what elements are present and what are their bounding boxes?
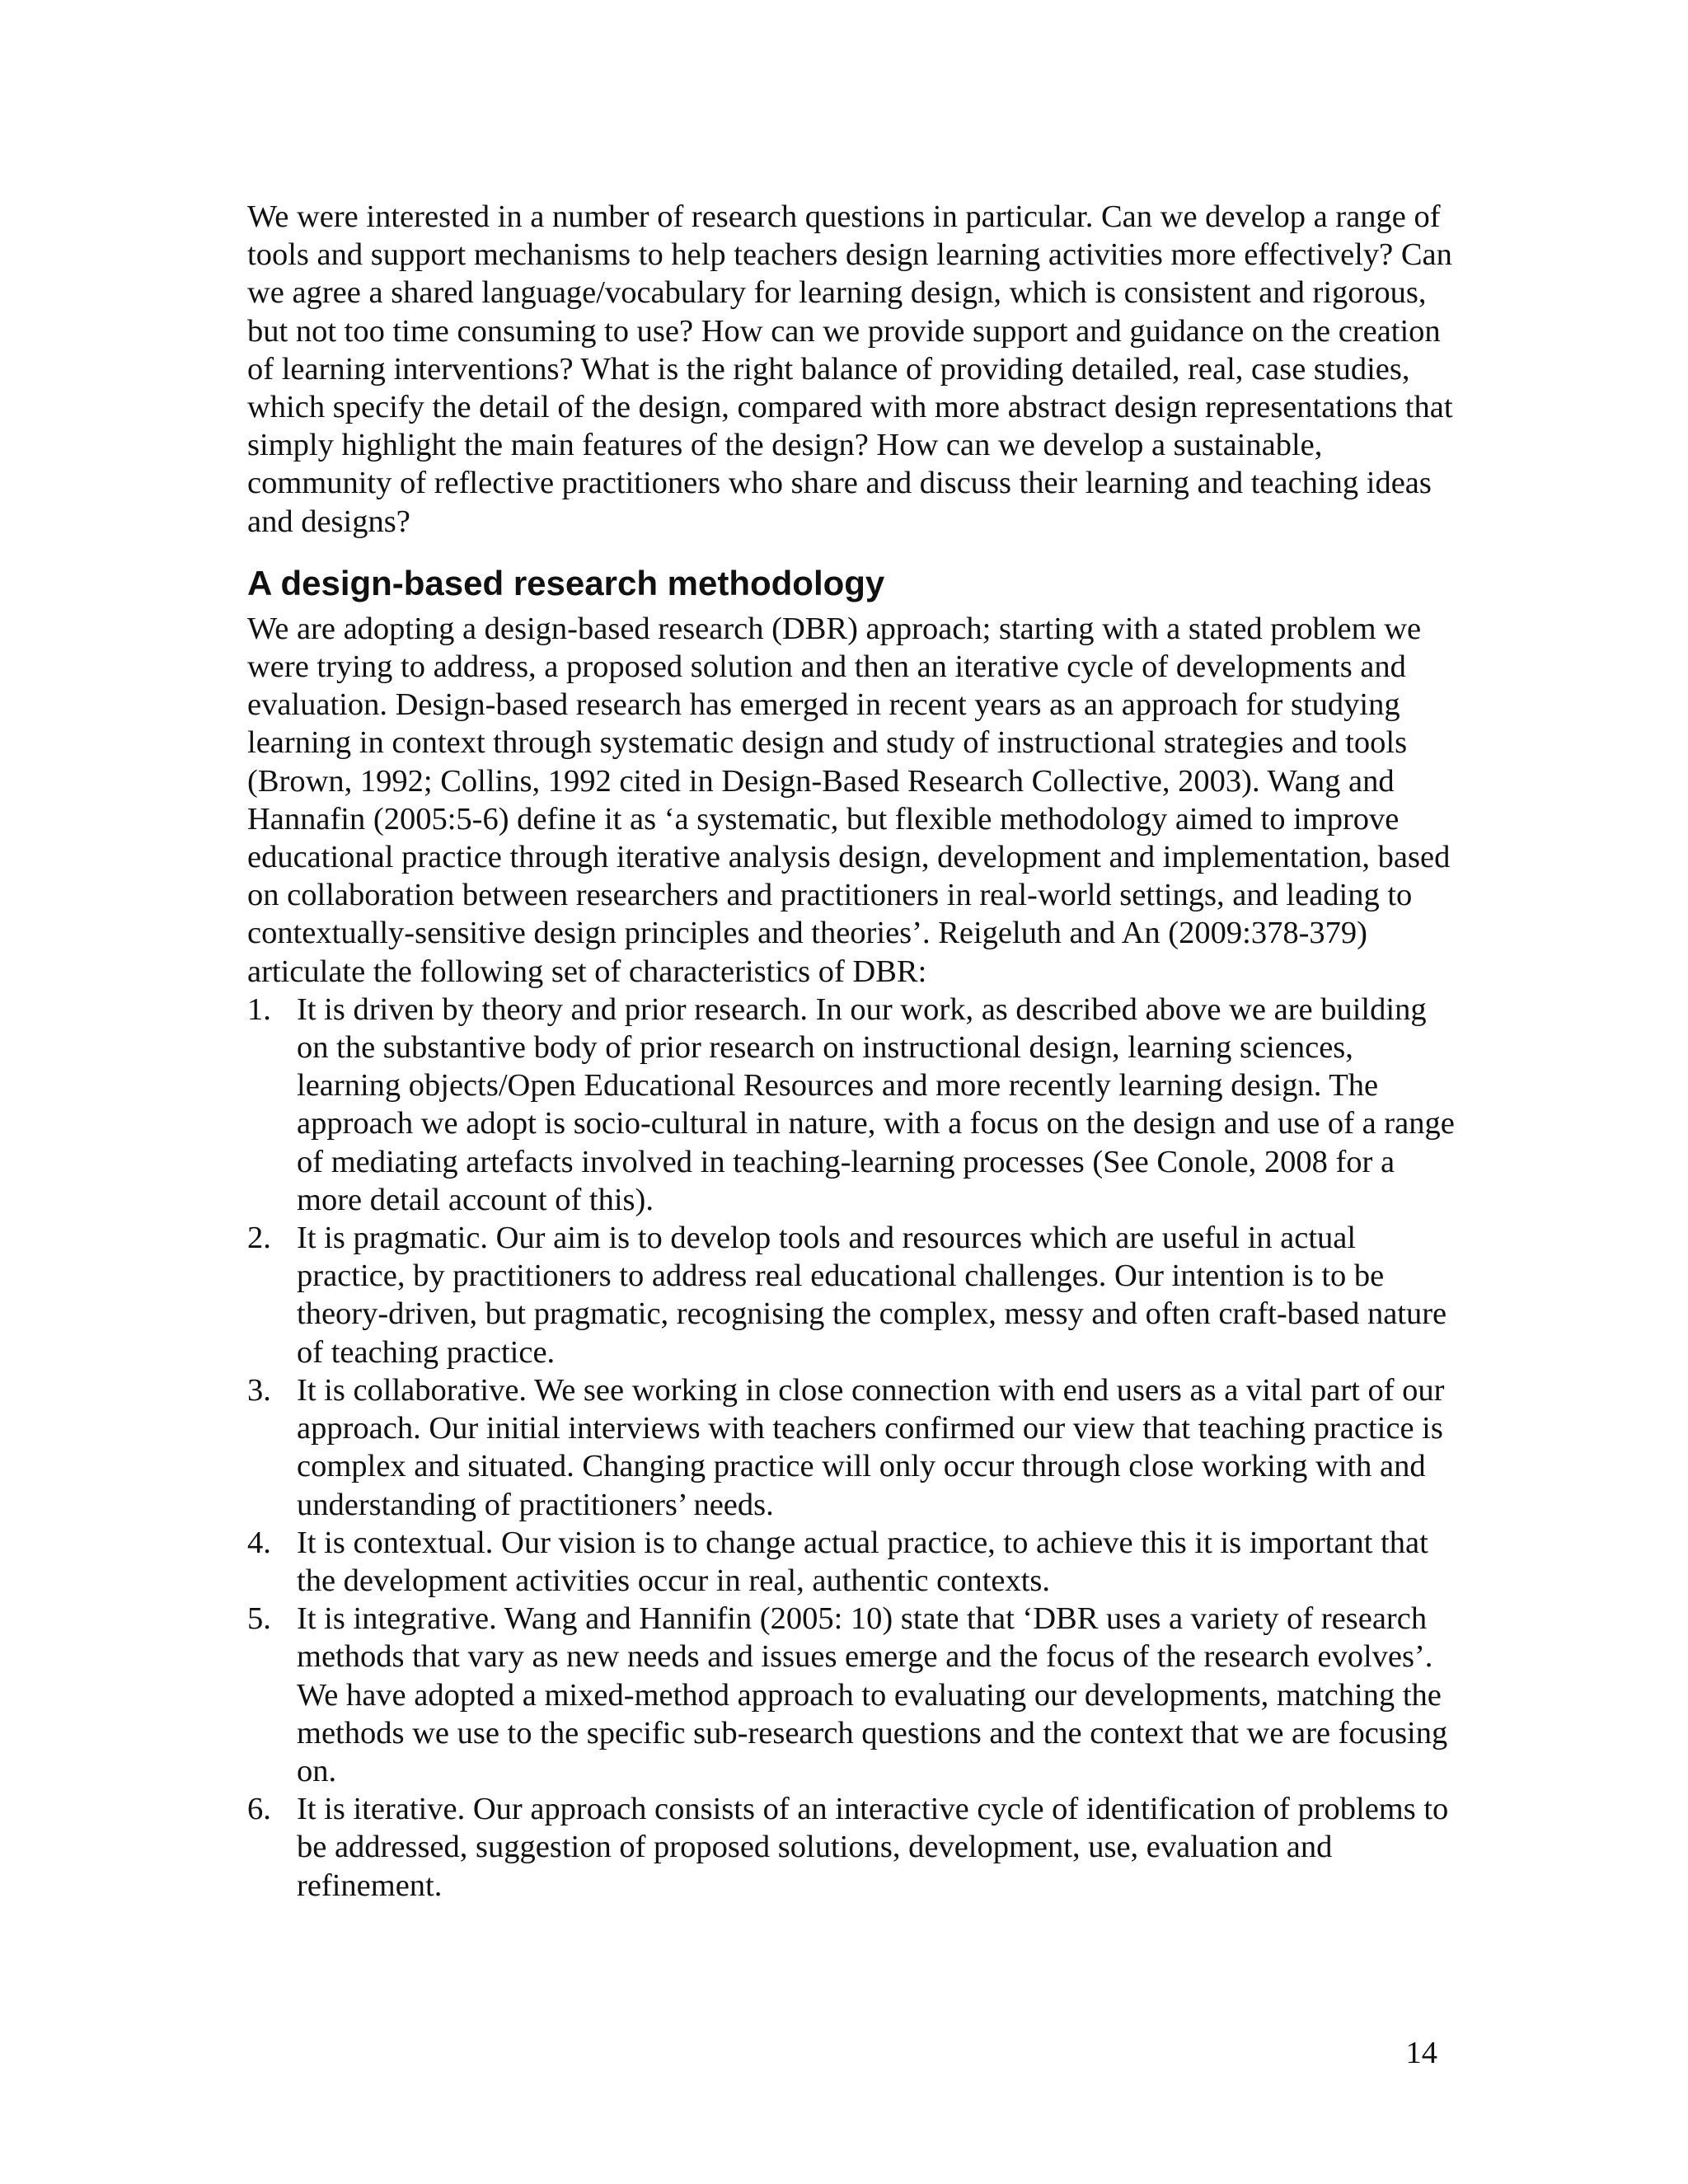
list-item-number: 2.: [247, 1221, 271, 1256]
page-content: [247, 198, 1459, 1905]
intro-paragraph: We were interested in a number of research questions in particular. Can we develop a range of tools and support mechanisms to help teachers design learning activities more effectively? Can we agree a shared language/vocabulary for learning design, which is consistent and rigorous, but not too time consuming to use? How can we provide support and guidance on the creation of learning interventions? What is the right balance of providing detailed, real, case studies, which specify the detail of the design, compared with more abstract design representations that simply highlight the main features of the design? How can we develop a sustainable, community of reflective practitioners who share and discuss their learning and teaching ideas and designs?: [247, 199, 1453, 539]
list-item-text: It is iterative. Our approach consists of an interactive cycle of identification of problems to be addressed, suggestion of proposed solutions, development, use, evaluation and refinement.: [297, 1792, 1449, 1903]
list-item-text: It is integrative. Wang and Hannifin (2005: 10) state that ‘DBR uses a variety of research methods that vary as new needs and issues emerge and the focus of the research evolves’. We have adopted a mixed-method approach to evaluating our developments, matching the methods we use to the specific sub-research questions and the context that we are focusing on.: [297, 1601, 1448, 1788]
list-item-number: 1.: [247, 991, 271, 1027]
list-item: [247, 1600, 1459, 1790]
page-number: 14: [1405, 2036, 1437, 2070]
list-item-number: 3.: [247, 1372, 271, 1408]
list-item-text: It is driven by theory and prior research. In our work, as described above we are building on the substantive body of prior research on instructional design, learning sciences, learning objects/Open Educational Resources and more recently learning design. The approach we adopt is socio-cultural in nature, with a focus on the design and use of a range of mediating artefacts involved in teaching-learning processes (See Conole, 2008 for a more detail account of this).: [297, 991, 1455, 1217]
list-item: [247, 1371, 1459, 1524]
list-item-number: 4.: [247, 1525, 271, 1560]
list-item-number: 5.: [247, 1601, 271, 1637]
list-item: [247, 1790, 1459, 1905]
list-item-text: It is pragmatic. Our aim is to develop tools and resources which are useful in actual practice, by practitioners to address real educational challenges. Our intention is to be theory-driven, but pragmatic, recognising the complex, messy and often craft-based nature of teaching practice.: [297, 1221, 1447, 1370]
list-item: [247, 991, 1459, 1219]
list-item-text: It is contextual. Our vision is to change actual practice, to achieve this it is important that the development activities occur in real, authentic contexts.: [297, 1525, 1428, 1598]
list-item-text: It is collaborative. We see working in close connection with end users as a vital part of our approach. Our initial interviews with teachers confirmed our view that teaching practice is complex and situated. Changing practice will only occur through close working with and understanding of practitioners’ needs.: [297, 1372, 1445, 1522]
section-heading: A design-based research methodology: [247, 563, 885, 602]
list-item-number: 6.: [247, 1792, 271, 1827]
list-item: [247, 1524, 1459, 1600]
list-item: [247, 1219, 1459, 1371]
section-paragraph: We are adopting a design-based research (DBR) approach; starting with a stated problem we were trying to address, a proposed solution and then an iterative cycle of developments and evaluation. Design-based research has emerged in recent years as an approach for studying learning in context through systematic design and study of instructional strategies and tools (Brown, 1992; Collins, 1992 cited in Design-Based Research Collective, 2003). Wang and Hannafin (2005:5-6) define it as ‘a systematic, but flexible methodology aimed to improve educational practice through iterative analysis design, development and implementation, based on collaboration between researchers and practitioners in real-world settings, and leading to contextually-sensitive design principles and theories’. Reigeluth and An (2009:378-379) articulate the following set of characteristics of DBR:: [247, 611, 1451, 989]
characteristics-list: [247, 991, 1459, 1905]
